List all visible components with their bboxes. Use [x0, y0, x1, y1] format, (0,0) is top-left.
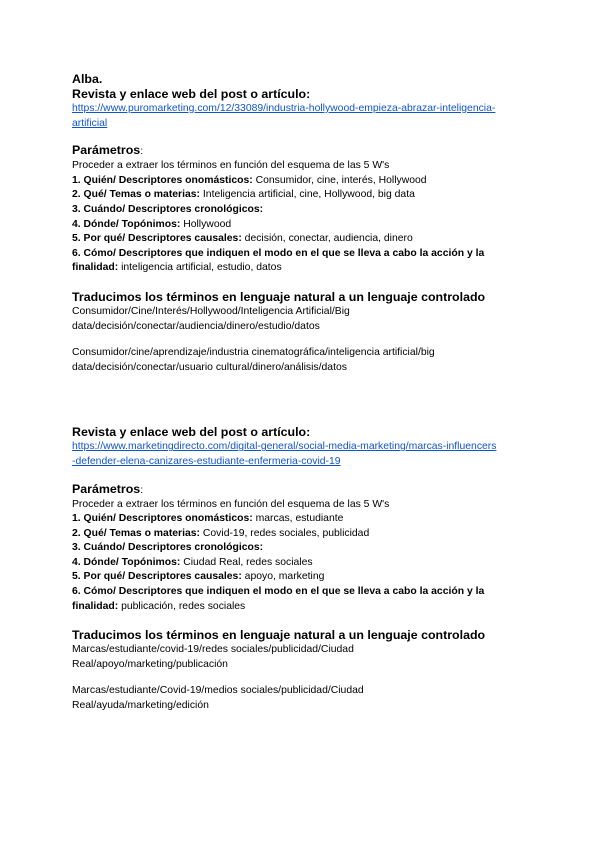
article-link[interactable] [72, 440, 532, 469]
parameters-title [72, 143, 532, 159]
param-how-value: publicación, redes sociales [118, 600, 246, 612]
param-where-value: Hollywood [180, 218, 232, 230]
param-where-label: 4. Dónde/ Topónimos: [72, 218, 181, 230]
param-who-label: 1. Quién/ Descriptores onomásticos: [72, 174, 253, 186]
param-where [72, 218, 532, 233]
param-when [72, 541, 532, 556]
parameters-intro: Proceder a extraer los términos en función del esquema de las 5 W's [72, 160, 390, 172]
article-link[interactable] [72, 102, 532, 131]
translation-1-line1: Marcas/estudiante/covid-19/redes sociales/publicidad/Ciudad [72, 644, 354, 656]
param-how-label-line2: finalidad: [72, 600, 119, 612]
param-who-value: Consumidor, cine, interés, Hollywood [252, 174, 427, 186]
param-where [72, 556, 532, 571]
param-why-label: 5. Por qué/ Descriptores causales: [72, 233, 242, 245]
param-how-label-line2: finalidad: [72, 262, 119, 274]
param-who [72, 512, 532, 527]
article-heading: Revista y enlace web del post o artículo: [72, 87, 311, 101]
param-what-label: 2. Qué/ Temas o materias: [72, 527, 201, 539]
param-who-label: 1. Quién/ Descriptores onomásticos: [72, 513, 253, 525]
translation-heading: Traducimos los términos en lenguaje natural a un lenguaje controlado [72, 289, 486, 304]
parameters-colon: : [140, 484, 144, 496]
param-what [72, 527, 532, 542]
article-link-line1[interactable]: https://www.marketingdirecto.com/digital-general/social-media-marketing/marcas-influencers [72, 441, 497, 453]
translation-1-line1: Consumidor/Cine/Interés/Hollywood/Inteligencia Artificial/Big [72, 305, 350, 317]
param-when [72, 203, 532, 218]
parameters-colon: : [140, 146, 144, 158]
param-who [72, 174, 532, 189]
param-why-value: decisión, conectar, audiencia, dinero [241, 233, 413, 245]
author-name: Alba. [72, 72, 103, 86]
param-how-label-line1: 6. Cómo/ Descriptores que indiquen el modo en el que se lleva a cabo la acción y la [72, 247, 485, 259]
param-when-label: 3. Cuándo/ Descriptores cronológicos: [72, 542, 264, 554]
param-why [72, 232, 532, 247]
article-link-line1[interactable]: https://www.puromarketing.com/12/33089/industria-hollywood-empieza-abrazar-inteligencia- [72, 103, 496, 114]
article-heading: Revista y enlace web del post o artículo: [72, 425, 311, 440]
parameters-label: Parámetros [72, 143, 141, 158]
param-where-value: Ciudad Real, redes sociales [180, 556, 313, 568]
parameters-title [72, 482, 532, 498]
param-why [72, 570, 532, 585]
param-who-value: marcas, estudiante [252, 513, 344, 525]
param-how [72, 261, 532, 276]
translation-2-line1: Marcas/estudiante/Covid-19/medios sociales/publicidad/Ciudad [72, 685, 364, 697]
param-where-label: 4. Dónde/ Topónimos: [72, 556, 181, 568]
param-what-value: Inteligencia artificial, cine, Hollywood, big data [200, 189, 415, 201]
parameters-intro: Proceder a extraer los términos en función del esquema de las 5 W's [72, 498, 390, 510]
param-what-value: Covid-19, redes sociales, publicidad [200, 527, 370, 539]
translation-2-line1: Consumidor/cine/aprendizaje/industria cinematográfica/inteligencia artificial/big [72, 347, 435, 359]
translation-1-line2: Real/apoyo/marketing/publicación [72, 658, 228, 670]
translation-1-line2: data/decisión/conectar/audiencia/dinero/estudio/datos [72, 320, 320, 332]
document-content [72, 72, 532, 714]
param-when-label: 3. Cuándo/ Descriptores cronológicos: [72, 203, 264, 215]
param-what [72, 188, 532, 203]
param-why-label: 5. Por qué/ Descriptores causales: [72, 571, 242, 583]
translation-2-line2: data/decisión/conectar/usuario cultural/dinero/análisis/datos [72, 361, 347, 373]
section-1 [72, 72, 532, 375]
section-2 [72, 425, 532, 713]
article-link-line2[interactable]: -defender-elena-canizares-estudiante-enfermeria-covid-19 [72, 455, 341, 467]
param-how [72, 600, 532, 615]
article-link-line2[interactable]: artificial [72, 117, 108, 129]
translation-heading: Traducimos los términos en lenguaje natural a un lenguaje controlado [72, 628, 486, 643]
param-why-value: apoyo, marketing [241, 571, 325, 583]
param-how-label-line1: 6. Cómo/ Descriptores que indiquen el modo en el que se lleva a cabo la acción y la [72, 586, 485, 598]
parameters-label: Parámetros [72, 481, 141, 496]
translation-2-line2: Real/ayuda/marketing/edición [72, 700, 209, 712]
param-how-value: inteligencia artificial, estudio, datos [118, 262, 282, 274]
param-what-label: 2. Qué/ Temas o materias: [72, 189, 201, 201]
